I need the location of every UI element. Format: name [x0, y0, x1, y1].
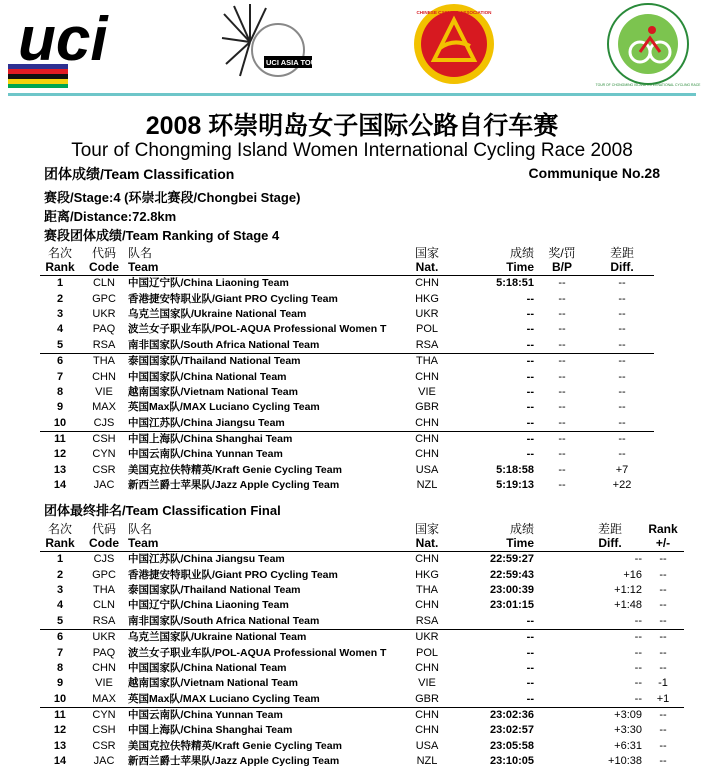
rank-cell: 5: [40, 338, 80, 354]
diff-cell: --: [618, 277, 626, 290]
code-cell: CLN: [92, 599, 115, 612]
table-row: [40, 353, 654, 369]
table-row: [40, 369, 654, 384]
diff-cell: --: [634, 631, 642, 644]
rank-change-cell: --: [659, 739, 667, 752]
spacer-cell: [534, 629, 578, 645]
team-cell: 泰国国家队/Thailand National Team: [128, 355, 301, 368]
table-row: [40, 739, 684, 754]
nat-cell: THA: [416, 583, 438, 596]
team-cell: 中国国家队/China National Team: [128, 661, 287, 674]
code-cell: VIE: [95, 677, 113, 690]
team-cell: 中国江苏队/China Jiangsu Team: [128, 416, 404, 432]
code-cell: RSA: [80, 338, 128, 354]
diff-cell: --: [618, 385, 626, 398]
nat-cell: CHN: [415, 661, 439, 674]
diff-cell: --: [578, 692, 642, 708]
rank-cell: 12: [53, 448, 67, 461]
team-cell: 越南国家队/Vietnam National Team: [128, 385, 298, 398]
nat-cell: POL: [415, 323, 438, 336]
table-row: [40, 567, 684, 582]
table-row: [40, 661, 684, 676]
title-english: Tour of Chongming Island Women International Cycling Race 2008: [71, 140, 633, 161]
rank-cell: 13: [53, 463, 67, 476]
spacer-cell: [534, 676, 578, 691]
bp-cell: --: [558, 401, 566, 414]
bp-cell: --: [558, 277, 566, 290]
col-diff: 差距 Diff.: [590, 246, 654, 276]
code-cell: CSR: [92, 739, 116, 752]
time-cell: --: [450, 338, 534, 354]
team-cell: 中国江苏队/China Jiangsu Team: [128, 553, 285, 566]
rank-cell: 14: [53, 755, 67, 768]
time-cell: 22:59:27: [489, 553, 534, 566]
stage-ranking-heading: 赛段团体成绩/Team Ranking of Stage 4: [44, 228, 280, 243]
stage-ranking-table: [40, 246, 654, 493]
table-row: [40, 276, 654, 292]
final-classification-heading: 团体最终排名/Team Classification Final: [44, 503, 281, 518]
race-badge-text: TOUR OF CHONGMING ISLAND INTERNATIONAL CYCLING RACE: [595, 83, 701, 87]
code-cell: CLN: [92, 277, 115, 290]
code-cell: RSA: [80, 614, 128, 630]
nat-cell: CHN: [415, 599, 439, 612]
time-cell: 23:02:36: [489, 709, 534, 722]
spacer-cell: [534, 598, 578, 613]
col-rank-change: Rank +/-: [642, 522, 684, 552]
diff-cell: +1:12: [614, 583, 642, 596]
table-row: [40, 416, 654, 432]
rank-cell: 3: [56, 583, 64, 596]
time-cell: --: [526, 433, 534, 446]
code-cell: VIE: [95, 385, 113, 398]
col-code: 代码 Code: [80, 246, 128, 276]
time-cell: 23:00:39: [489, 583, 534, 596]
code-cell: CSR: [92, 463, 116, 476]
table-row: [40, 723, 684, 738]
time-cell: --: [526, 401, 534, 414]
rank-cell: 13: [53, 739, 67, 752]
code-cell: UKR: [92, 631, 116, 644]
rank-cell: 5: [40, 614, 80, 630]
bp-cell: --: [534, 416, 590, 432]
col-nat: 国家 Nat.: [404, 246, 450, 276]
team-cell: 英国Max队/MAX Luciano Cycling Team: [128, 401, 320, 414]
time-cell: --: [526, 646, 534, 659]
race-badge-logo: [595, 2, 701, 88]
rank-cell: 12: [53, 724, 67, 737]
team-cell: 泰国国家队/Thailand National Team: [128, 583, 301, 596]
rank-change-cell: --: [659, 661, 667, 674]
table-row: [40, 614, 684, 630]
nat-cell: CHN: [415, 370, 439, 383]
table-row: [40, 629, 684, 645]
time-cell: 5:18:58: [496, 463, 534, 476]
time-cell: 5:18:51: [496, 277, 534, 290]
nat-cell: CHN: [415, 724, 439, 737]
nat-cell: THA: [416, 355, 438, 368]
diff-cell: +7: [615, 463, 629, 476]
section-title: 团体成绩/Team Classification: [44, 166, 235, 182]
rank-cell: 6: [56, 631, 64, 644]
team-cell: 波兰女子职业车队/POL-AQUA Professional Women T: [128, 323, 387, 336]
rank-cell: 10: [40, 416, 80, 432]
nat-cell: GBR: [415, 401, 439, 414]
nat-cell: RSA: [404, 614, 450, 630]
spacer-cell: [534, 661, 578, 676]
bp-cell: --: [558, 370, 566, 383]
nat-cell: CHN: [415, 709, 439, 722]
table-row: [40, 583, 684, 598]
nat-cell: GBR: [404, 692, 450, 708]
communique-number: Communique No.28: [528, 165, 660, 181]
team-cell: 中国上海队/China Shanghai Team: [128, 433, 293, 446]
diff-cell: --: [618, 355, 626, 368]
code-cell: MAX: [92, 401, 116, 414]
team-cell: 香港捷安特职业队/Giant PRO Cycling Team: [128, 292, 338, 305]
bp-cell: --: [558, 433, 566, 446]
table-row: [40, 552, 684, 568]
code-cell: CYN: [92, 448, 116, 461]
time-cell: --: [450, 416, 534, 432]
header-divider: [8, 93, 696, 96]
team-cell: 新西兰爵士苹果队/Jazz Apple Cycling Team: [128, 755, 340, 768]
rank-change-cell: --: [659, 599, 667, 612]
rank-cell: 1: [56, 277, 64, 290]
bp-cell: --: [558, 307, 566, 320]
bp-cell: --: [558, 385, 566, 398]
rank-cell: 8: [56, 385, 64, 398]
rank-cell: 3: [56, 307, 64, 320]
code-cell: CHN: [92, 661, 116, 674]
diff-cell: --: [590, 338, 654, 354]
col-rank: 名次 Rank: [40, 246, 80, 276]
time-cell: --: [526, 385, 534, 398]
code-cell: CSH: [92, 433, 116, 446]
code-cell: CSH: [92, 724, 116, 737]
final-classification-table: [40, 522, 684, 769]
rank-change-cell: +1: [642, 692, 684, 708]
rank-cell: 7: [56, 370, 64, 383]
table-row: [40, 400, 654, 415]
spacer-cell: [534, 707, 578, 723]
nat-cell: USA: [415, 739, 439, 752]
time-cell: --: [450, 692, 534, 708]
rank-change-cell: --: [642, 614, 684, 630]
uci-asia-tour-text: UCI ASIA TOUR: [266, 58, 322, 67]
rank-change-cell: --: [659, 568, 667, 581]
diff-cell: +10:38: [608, 755, 642, 768]
diff-cell: +3:09: [614, 709, 642, 722]
diff-cell: --: [578, 614, 642, 630]
time-cell: 23:05:58: [489, 739, 534, 752]
time-cell: --: [526, 370, 534, 383]
title-chinese: 2008 环崇明岛女子国际公路自行车赛: [145, 112, 559, 140]
rank-change-cell: --: [659, 724, 667, 737]
spacer-cell: [534, 614, 578, 630]
table-row: [40, 463, 654, 478]
code-cell: PAQ: [92, 646, 116, 659]
spacer-cell: [534, 645, 578, 660]
table-row: [40, 478, 654, 493]
nat-cell: CHN: [415, 553, 439, 566]
code-cell: UKR: [92, 307, 116, 320]
table-row: [40, 676, 684, 691]
spacer-cell: [534, 754, 578, 769]
code-cell: JAC: [93, 755, 115, 768]
nat-cell: NZL: [416, 479, 438, 492]
rank-change-cell: --: [659, 646, 667, 659]
logo-strip: [0, 0, 704, 96]
stage-table-header: [40, 246, 654, 276]
rank-cell: 8: [56, 661, 64, 674]
time-cell: --: [526, 677, 534, 690]
rank-cell: 14: [53, 479, 67, 492]
stage-info: 赛段/Stage:4 (环崇北赛段/Chongbei Stage): [44, 190, 301, 205]
rank-cell: 4: [56, 323, 64, 336]
time-cell: --: [526, 661, 534, 674]
diff-cell: --: [618, 292, 626, 305]
team-cell: 中国辽宁队/China Liaoning Team: [128, 599, 289, 612]
diff-cell: +22: [612, 479, 632, 492]
team-cell: 南非国家队/South Africa National Team: [128, 614, 404, 630]
col-time: 成绩 Time: [450, 246, 534, 276]
nat-cell: UKR: [415, 307, 439, 320]
time-cell: 23:10:05: [489, 755, 534, 768]
time-cell: --: [526, 448, 534, 461]
final-table-header: [40, 522, 684, 552]
rank-cell: 6: [56, 355, 64, 368]
nat-cell: HKG: [415, 292, 439, 305]
code-cell: CJS: [93, 553, 115, 566]
rank-cell: 11: [54, 433, 66, 446]
rank-cell: 9: [56, 677, 64, 690]
nat-cell: HKG: [415, 568, 439, 581]
time-cell: 5:19:13: [496, 479, 534, 492]
code-cell: MAX: [80, 692, 128, 708]
table-row: [40, 692, 684, 708]
table-row: [40, 322, 654, 337]
code-cell: THA: [93, 583, 115, 596]
rank-cell: 10: [40, 692, 80, 708]
team-cell: 越南国家队/Vietnam National Team: [128, 677, 298, 690]
team-cell: 中国国家队/China National Team: [128, 370, 287, 383]
diff-cell: --: [590, 416, 654, 432]
spacer-cell: [534, 552, 578, 568]
diff-cell: --: [618, 370, 626, 383]
time-cell: --: [526, 323, 534, 336]
rank-change-cell: --: [659, 755, 667, 768]
team-cell: 英国Max队/MAX Luciano Cycling Team: [128, 692, 404, 708]
uci-logo-text: uci: [18, 5, 108, 74]
team-cell: 中国云南队/China Yunnan Team: [128, 709, 283, 722]
table-row: [40, 291, 654, 306]
diff-cell: +3:30: [614, 724, 642, 737]
team-cell: 香港捷安特职业队/Giant PRO Cycling Team: [128, 568, 338, 581]
bp-cell: --: [558, 355, 566, 368]
bp-cell: --: [534, 338, 590, 354]
rank-cell: 2: [56, 292, 64, 305]
table-row: [40, 645, 684, 660]
col-code: 代码 Code: [80, 522, 128, 552]
code-cell: JAC: [93, 479, 115, 492]
code-cell: CJS: [80, 416, 128, 432]
bp-cell: --: [558, 479, 566, 492]
bp-cell: --: [558, 448, 566, 461]
time-cell: 23:02:57: [489, 724, 534, 737]
team-cell: 乌克兰国家队/Ukraine National Team: [128, 307, 307, 320]
code-cell: CHN: [92, 370, 116, 383]
uci-logo: [8, 2, 142, 88]
col-nat: 国家 Nat.: [404, 522, 450, 552]
nat-cell: VIE: [418, 677, 436, 690]
diff-cell: --: [618, 323, 626, 336]
code-cell: THA: [93, 355, 115, 368]
nat-cell: RSA: [404, 338, 450, 354]
rank-cell: 2: [56, 568, 64, 581]
time-cell: --: [526, 355, 534, 368]
team-cell: 中国云南队/China Yunnan Team: [128, 448, 283, 461]
spacer-cell: [534, 723, 578, 738]
diff-cell: +1:48: [614, 599, 642, 612]
nat-cell: NZL: [416, 755, 438, 768]
team-cell: 波兰女子职业车队/POL-AQUA Professional Women T: [128, 646, 387, 659]
diff-cell: --: [634, 553, 642, 566]
table-row: [40, 447, 654, 462]
table-row: [40, 431, 654, 447]
nat-cell: CHN: [404, 416, 450, 432]
distance-info: 距离/Distance:72.8km: [44, 209, 177, 224]
rank-change-cell: --: [659, 583, 667, 596]
col-team: 队名 Team: [128, 246, 404, 276]
bp-cell: --: [558, 323, 566, 336]
table-row: [40, 598, 684, 613]
diff-cell: --: [618, 307, 626, 320]
table-row: [40, 385, 654, 400]
rank-change-cell: -1: [658, 677, 668, 690]
code-cell: CYN: [92, 709, 116, 722]
diff-cell: --: [634, 661, 642, 674]
time-cell: 22:59:43: [489, 568, 534, 581]
diff-cell: --: [618, 401, 626, 414]
spacer-cell: [534, 692, 578, 708]
nat-cell: CHN: [415, 277, 439, 290]
col-team: 队名 Team: [128, 522, 404, 552]
nat-cell: CHN: [415, 448, 439, 461]
code-cell: PAQ: [92, 323, 116, 336]
col-bp: 奖/罚 B/P: [534, 246, 590, 276]
diff-cell: --: [634, 646, 642, 659]
time-cell: --: [526, 292, 534, 305]
nat-cell: USA: [415, 463, 439, 476]
table-row: [40, 707, 684, 723]
bp-cell: --: [558, 463, 566, 476]
team-cell: 南非国家队/South Africa National Team: [128, 338, 404, 354]
diff-cell: +6:31: [614, 739, 642, 752]
rank-cell: 1: [56, 553, 64, 566]
time-cell: --: [450, 614, 534, 630]
team-cell: 美国克拉伕特精英/Kraft Genie Cycling Team: [128, 739, 342, 752]
team-cell: 中国辽宁队/China Liaoning Team: [128, 277, 289, 290]
team-cell: 中国上海队/China Shanghai Team: [128, 724, 293, 737]
table-row: [40, 307, 654, 322]
diff-cell: +16: [623, 568, 642, 581]
rank-cell: 7: [56, 646, 64, 659]
team-cell: 新西兰爵士苹果队/Jazz Apple Cycling Team: [128, 479, 340, 492]
col-diff: 差距 Diff.: [578, 522, 642, 552]
bp-cell: --: [558, 292, 566, 305]
rank-cell: 9: [56, 401, 64, 414]
nat-cell: CHN: [415, 433, 439, 446]
spacer-cell: [534, 583, 578, 598]
uci-asia-tour-logo: [220, 2, 324, 88]
nat-cell: UKR: [415, 631, 439, 644]
team-cell: 美国克拉伕特精英/Kraft Genie Cycling Team: [128, 463, 342, 476]
team-cell: 乌克兰国家队/Ukraine National Team: [128, 631, 307, 644]
diff-cell: --: [634, 677, 642, 690]
rank-cell: 11: [54, 709, 66, 722]
col-rank: 名次 Rank: [40, 522, 80, 552]
code-cell: GPC: [92, 292, 116, 305]
table-row: [40, 754, 684, 769]
rank-change-cell: --: [659, 709, 667, 722]
nat-cell: POL: [415, 646, 438, 659]
time-cell: --: [526, 307, 534, 320]
time-cell: --: [526, 631, 534, 644]
nat-cell: VIE: [418, 385, 436, 398]
diff-cell: --: [618, 448, 626, 461]
table-row: [40, 338, 654, 354]
rank-change-cell: --: [659, 631, 667, 644]
cca-logo-text: CHINESE CYCLING ASSOCIATION: [416, 10, 492, 15]
rank-cell: 4: [56, 599, 64, 612]
cca-logo: [410, 2, 500, 88]
col-time: 成绩 Time: [450, 522, 534, 552]
col-spacer: [534, 522, 578, 552]
time-cell: 23:01:15: [489, 599, 534, 612]
diff-cell: --: [618, 433, 626, 446]
code-cell: GPC: [92, 568, 116, 581]
spacer-cell: [534, 567, 578, 582]
rank-change-cell: --: [659, 553, 667, 566]
spacer-cell: [534, 739, 578, 754]
